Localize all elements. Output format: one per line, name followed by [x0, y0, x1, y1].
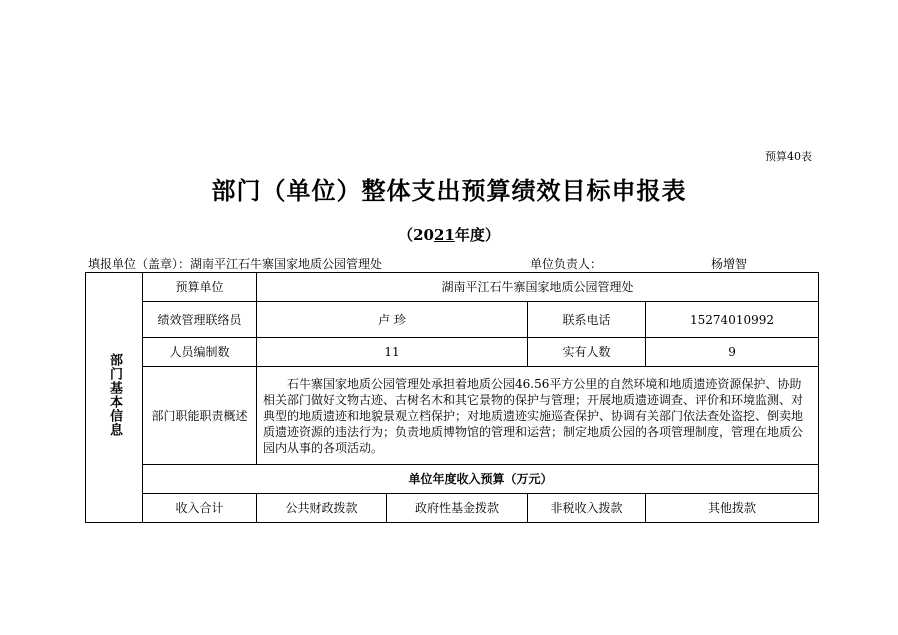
year-line: [0, 224, 898, 245]
actual-value: 9: [646, 338, 819, 367]
row-contact: [86, 302, 819, 338]
side-label-cell: [86, 273, 143, 523]
row-income-header: [86, 465, 819, 494]
income-col-public-finance: 公共财政拨款: [257, 494, 387, 523]
income-header: 单位年度收入预算（万元）: [143, 465, 819, 494]
duty-label: [143, 367, 257, 465]
year-suffix: 年度）: [454, 226, 500, 244]
income-col-total: 收入合计: [143, 494, 257, 523]
contact-label: [143, 302, 257, 338]
actual-label: 实有人数: [528, 338, 646, 367]
income-col-gov-fund: 政府性基金拨款: [387, 494, 528, 523]
staff-value: 11: [257, 338, 528, 367]
budget-unit-label: 预算单位: [143, 273, 257, 302]
income-col-other: 其他拨款: [646, 494, 819, 523]
staff-label: 人员编制数: [143, 338, 257, 367]
duty-description: 石牛寨国家地质公园管理处承担着地质公园46.56平方公里的自然环境和地质遗迹资源保护、协助相关部门做好文物古迹、古树名木和其它景物的保护与管理；开展地质遗迹调查、评价和环境监测、对典型的地质遗迹和地貌景观立档保护；对地质遗迹实施巡查保护、协调有关部门依法查处盗挖、倒卖地质遗迹资源的违法行为；负责地质博物馆的管理和运营；制定地质公园的各项管理制度，管理在地质公园内从事的各项活动。: [257, 367, 819, 465]
budget-table: [85, 272, 819, 523]
responsible-name: 杨增智: [711, 257, 748, 271]
fill-unit: 填报单位（盖章）：湖南平江石牛寨国家地质公园管理处: [88, 257, 383, 271]
budget-unit-value: 湖南平江石牛寨国家地质公园管理处: [257, 273, 819, 302]
side-label: 部门基本信息: [107, 353, 122, 437]
row-budget-unit: [86, 273, 819, 302]
year-underlined: 21: [434, 226, 455, 244]
responsible-label: 单位负责人：: [530, 257, 603, 271]
row-income-cols: [86, 494, 819, 523]
contact-label-text: 绩效管理联络员: [157, 312, 242, 327]
row-duties: [86, 367, 819, 465]
phone-value: 15274010992: [646, 302, 819, 338]
income-col-non-tax: 非税收入拨款: [528, 494, 646, 523]
year-open: （: [398, 226, 414, 244]
form-id: 预算40表: [765, 150, 812, 163]
row-staff: [86, 338, 819, 367]
phone-label: 联系电话: [528, 302, 646, 338]
contact-name: 卢 珍: [257, 302, 528, 338]
page-title: 部门（单位）整体支出预算绩效目标申报表: [211, 176, 687, 205]
duty-label-text: 部门职能职责概述: [151, 408, 248, 423]
year-prefix: 20: [413, 226, 434, 244]
